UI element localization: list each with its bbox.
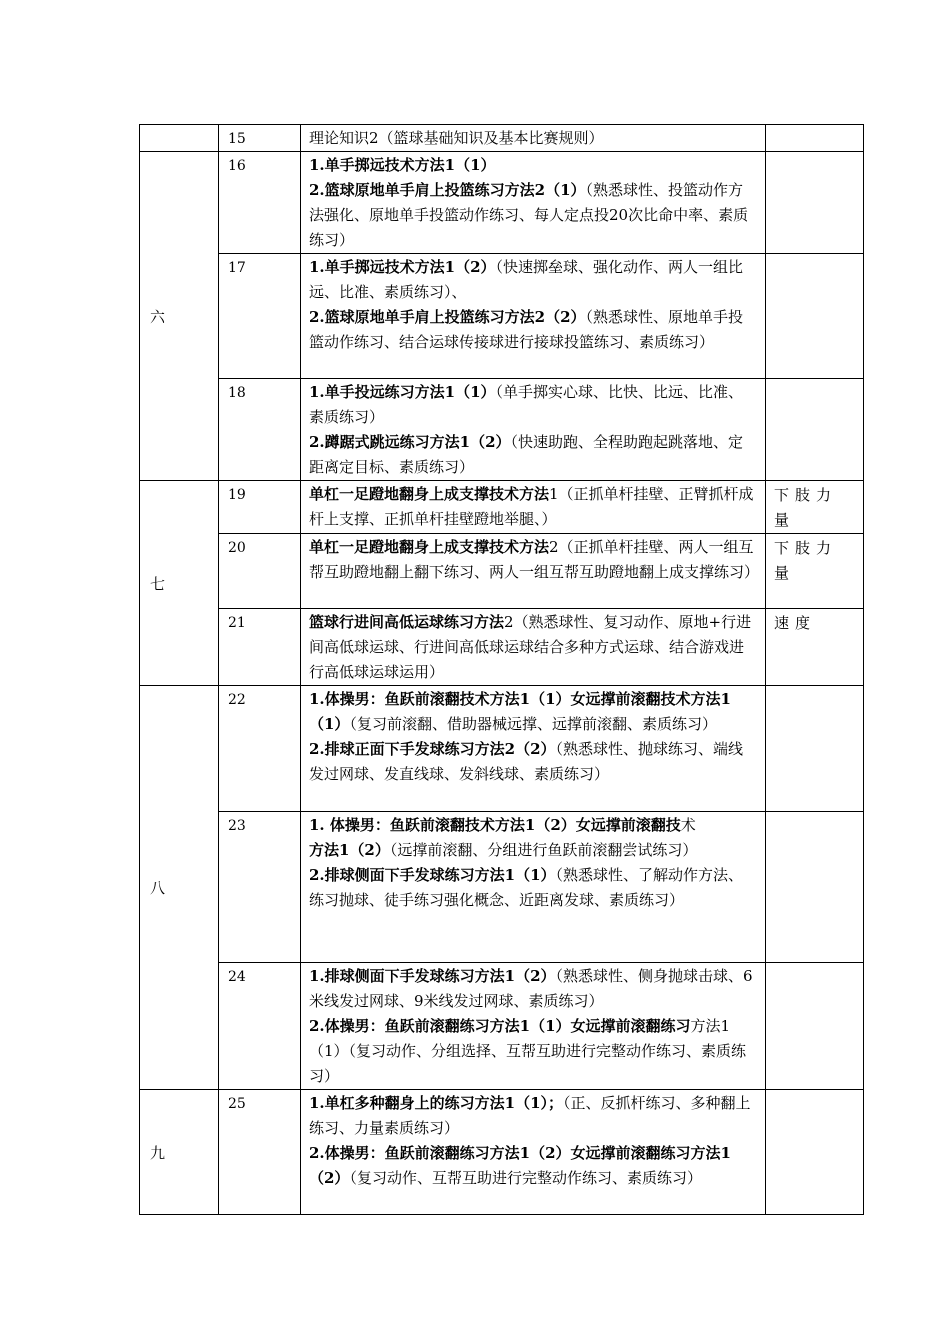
lesson-content: 篮球行进间高低运球练习方法2（熟悉球性、复习动作、原地+行进间高低球运球、行进间高低球运球结合多种方式运球、结合游戏进行高低球运球运用） bbox=[301, 609, 766, 686]
lesson-content: 单杠一足蹬地翻身上成支撑技术方法1（正抓单杆挂壁、正臂抓杆成杆上支撑、正抓单杆挂壁蹬地举腿、） bbox=[301, 481, 766, 534]
table-row bbox=[140, 379, 864, 481]
lesson-content: 1.单手投远练习方法1（1）（单手掷实心球、比快、比远、比准、素质练习） 2.蹲踞式跳远练习方法1（2）（快速助跑、全程助跑起跳落地、定距离定目标、素质练习） bbox=[301, 379, 766, 481]
lesson-content: 1.体操男：鱼跃前滚翻技术方法1（1）女远撑前滚翻技术方法1（1）（复习前滚翻、借助器械远撑、远撑前滚翻、素质练习） 2.排球正面下手发球练习方法2（2）（熟悉球性、抛球练习、端线发过网球、发直线球、发斜线球、素质练习） bbox=[301, 686, 766, 812]
table-row bbox=[140, 125, 864, 152]
lesson-note bbox=[766, 812, 864, 963]
table-row bbox=[140, 963, 864, 1090]
lesson-note bbox=[766, 963, 864, 1090]
table-row bbox=[140, 812, 864, 963]
training-plan-table bbox=[139, 124, 864, 1215]
week-cell bbox=[140, 125, 219, 152]
lesson-number: 17 bbox=[219, 254, 301, 379]
lesson-note bbox=[766, 254, 864, 379]
lesson-number: 23 bbox=[219, 812, 301, 963]
lesson-note: 速度 bbox=[766, 609, 864, 686]
lesson-number: 18 bbox=[219, 379, 301, 481]
lesson-number: 20 bbox=[219, 534, 301, 609]
lesson-number: 22 bbox=[219, 686, 301, 812]
table-row bbox=[140, 609, 864, 686]
lesson-note bbox=[766, 686, 864, 812]
table-row bbox=[140, 534, 864, 609]
table-row bbox=[140, 1090, 864, 1215]
lesson-number: 16 bbox=[219, 152, 301, 254]
lesson-number: 15 bbox=[219, 125, 301, 152]
lesson-content: 1.单手掷远技术方法1（1） 2.篮球原地单手肩上投篮练习方法2（1）（熟悉球性、投篮动作方法强化、原地单手投篮动作练习、每人定点投20次比命中率、素质练习） bbox=[301, 152, 766, 254]
lesson-note bbox=[766, 125, 864, 152]
lesson-number: 21 bbox=[219, 609, 301, 686]
lesson-content: 1.单杠多种翻身上的练习方法1（1）；（正、反抓杆练习、多种翻上练习、力量素质练习） 2.体操男：鱼跃前滚翻练习方法1（2）女远撑前滚翻练习方法1（2）（复习动作、互帮互助进行完整动作练习、素质练习） bbox=[301, 1090, 766, 1215]
week-cell: 六 bbox=[140, 152, 219, 481]
week-cell: 七 bbox=[140, 481, 219, 686]
lesson-content: 1. 体操男：鱼跃前滚翻技术方法1（2）女远撑前滚翻技术 方法1（2）（远撑前滚翻、分组进行鱼跃前滚翻尝试练习） 2.排球侧面下手发球练习方法1（1）（熟悉球性、了解动作方法、练习抛球、徒手练习强化概念、近距离发球、素质练习） bbox=[301, 812, 766, 963]
week-cell: 八 bbox=[140, 686, 219, 1090]
lesson-number: 24 bbox=[219, 963, 301, 1090]
lesson-content: 1.排球侧面下手发球练习方法1（2）（熟悉球性、侧身抛球击球、6米线发过网球、9米线发过网球、素质练习） 2.体操男：鱼跃前滚翻练习方法1（1）女远撑前滚翻练习方法1（1）（复习动作、分组选择、互帮互助进行完整动作练习、素质练习） bbox=[301, 963, 766, 1090]
table-row bbox=[140, 481, 864, 534]
week-cell: 九 bbox=[140, 1090, 219, 1215]
lesson-number: 19 bbox=[219, 481, 301, 534]
lesson-note: 下肢力量 bbox=[766, 481, 864, 534]
lesson-number: 25 bbox=[219, 1090, 301, 1215]
lesson-note bbox=[766, 379, 864, 481]
lesson-content: 理论知识2（篮球基础知识及基本比赛规则） bbox=[301, 125, 766, 152]
table-row bbox=[140, 152, 864, 254]
lesson-note bbox=[766, 152, 864, 254]
lesson-note: 下肢力量 bbox=[766, 534, 864, 609]
lesson-content: 单杠一足蹬地翻身上成支撑技术方法2（正抓单杆挂壁、两人一组互帮互助蹬地翻上翻下练习、两人一组互帮互助蹬地翻上成支撑练习） bbox=[301, 534, 766, 609]
lesson-content: 1.单手掷远技术方法1（2）（快速掷垒球、强化动作、两人一组比远、比准、素质练习）、 2.篮球原地单手肩上投篮练习方法2（2）（熟悉球性、原地单手投篮动作练习、结合运球传接球进行接球投篮练习、素质练习） bbox=[301, 254, 766, 379]
table-row bbox=[140, 686, 864, 812]
lesson-note bbox=[766, 1090, 864, 1215]
table-row bbox=[140, 254, 864, 379]
